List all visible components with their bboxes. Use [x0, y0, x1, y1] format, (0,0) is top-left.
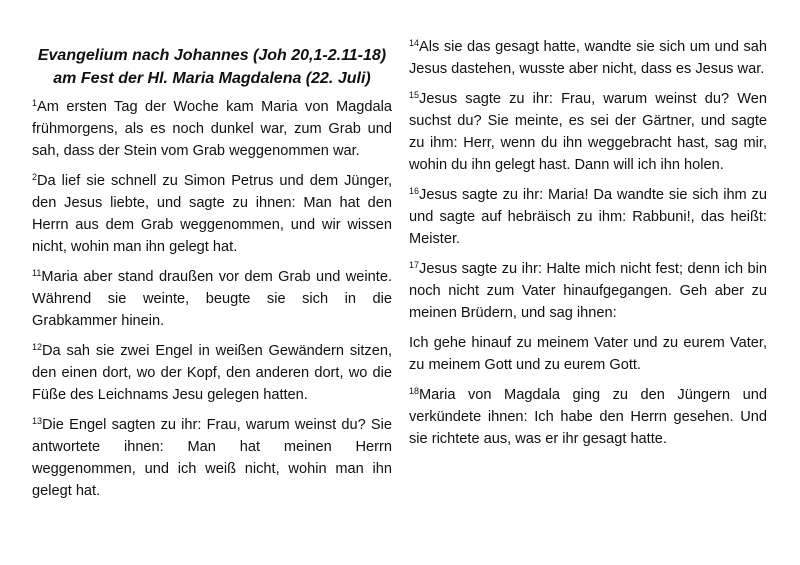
verse-text: Da lief sie schnell zu Simon Petrus und dem Jünger, den Jesus liebte, und sagte zu ihnen: Man hat den Herrn aus dem Grab weggenommen, und wir wissen nicht, wohin man ihn gelegt hat.: [32, 173, 392, 255]
verse-number: 14: [409, 38, 420, 49]
page-title: [32, 44, 392, 90]
verse-text: Da sah sie zwei Engel in weißen Gewändern sitzen, den einen dort, wo der Kopf, den anderen dort, wo die Füße des Leichnams Jesu gelegen hatten.: [32, 343, 392, 403]
verse-number: 17: [409, 260, 420, 271]
verse-2: [32, 170, 392, 258]
verse-text: Als sie das gesagt hatte, wandte sie sich um und sah Jesus dastehen, wusste aber nicht, dass es Jesus war.: [409, 39, 767, 77]
verse-text: Die Engel sagten zu ihr: Frau, warum weinst du? Sie antwortete ihnen: Man hat meinen Herrn weggenommen, und ich weiß nicht, wohin man ihn gelegt hat.: [32, 417, 392, 499]
verse-number: 18: [409, 386, 420, 397]
verse-1: [32, 96, 392, 162]
verse-text: Maria von Magdala ging zu den Jüngern und verkündete ihnen: Ich habe den Herrn gesehen. Und sie richtete aus, was er ihr gesagt hatte.: [409, 387, 767, 447]
title-line-1: Evangelium nach Johannes (Joh 20,1-2.11-18): [37, 47, 387, 64]
verse-11: [32, 266, 392, 332]
verse-text: Maria aber stand draußen vor dem Grab und weinte. Während sie weinte, beugte sie sich in die Grabkammer hinein.: [32, 269, 392, 329]
verse-number: 1: [32, 98, 38, 109]
verse-number: 15: [409, 90, 420, 101]
left-column: [32, 44, 392, 510]
verse-text: Am ersten Tag der Woche kam Maria von Magdala frühmorgens, als es noch dunkel war, zum Grab und sah, dass der Stein vom Grab weggenommen war.: [32, 99, 392, 159]
verse-12: [32, 340, 392, 406]
verse-17: [409, 258, 767, 324]
verse-13: [32, 414, 392, 502]
verse-15: [409, 88, 767, 176]
verse-number: 16: [409, 186, 420, 197]
verse-16: [409, 184, 767, 250]
verse-17-quote: [409, 332, 767, 376]
verse-18: [409, 384, 767, 450]
right-column: [409, 36, 767, 458]
title-line-2: am Fest der Hl. Maria Magdalena (22. Juli): [53, 70, 371, 87]
verse-14: [409, 36, 767, 80]
verse-number: 12: [32, 342, 43, 353]
verse-text: Ich gehe hinauf zu meinem Vater und zu eurem Vater, zu meinem Gott und zu eurem Gott.: [409, 335, 767, 373]
verse-number: 11: [32, 268, 42, 279]
verse-text: Jesus sagte zu ihr: Frau, warum weinst du? Wen suchst du? Sie meinte, es sei der Gärtner, und sagte zu ihm: Herr, wenn du ihn weggebracht hast, sag mir, wohin du ihn gelegt hast. Dann will ich ihn holen.: [409, 91, 767, 173]
verse-text: Jesus sagte zu ihr: Halte mich nicht fest; denn ich bin noch nicht zum Vater hinaufgegangen. Geh aber zu meinen Brüdern, und sag ihnen:: [409, 261, 767, 321]
verse-text: Jesus sagte zu ihr: Maria! Da wandte sie sich ihm zu und sagte auf hebräisch zu ihm: Rabbuni!, das heißt: Meister.: [409, 187, 767, 247]
verse-number: 13: [32, 416, 43, 427]
verse-number: 2: [32, 172, 38, 183]
